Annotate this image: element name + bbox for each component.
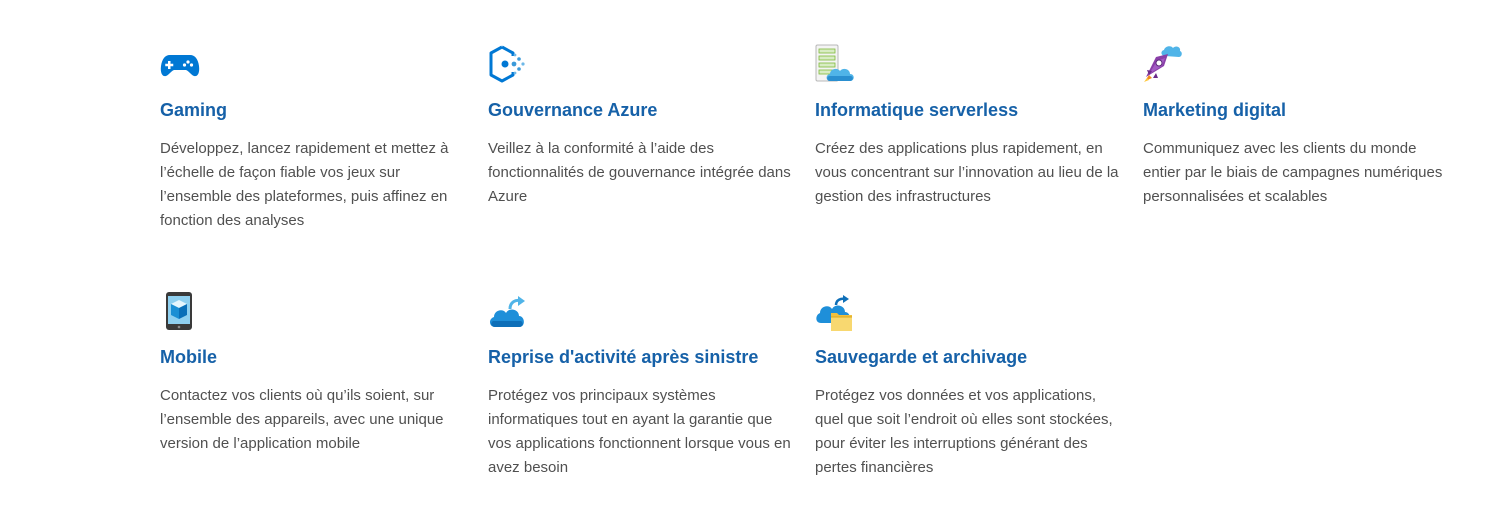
card-title-gaming[interactable]: Gaming (160, 100, 228, 120)
governance-icon (488, 44, 528, 84)
mobile-phone-icon (160, 291, 200, 331)
card-title-mobile[interactable]: Mobile (160, 347, 217, 367)
card-gaming (160, 44, 465, 229)
card-description-sauvegarde-archivage: Protégez vos données et vos applications, quel que soit l’endroit où elles sont stockées, pour éviter les interruptions générant des pertes financières (815, 387, 1113, 476)
card-gouvernance-azure (488, 44, 793, 205)
gamepad-icon (160, 44, 200, 84)
card-title-informatique-serverless[interactable]: Informatique serverless (815, 100, 1019, 120)
card-sauvegarde-archivage (815, 291, 1120, 476)
card-title-sauvegarde-archivage[interactable]: Sauvegarde et archivage (815, 347, 1028, 367)
card-description-marketing-digital: Communiquez avec les clients du monde entier par le biais de campagnes numériques personnalisées et scalables (1143, 140, 1443, 205)
serverless-icon (815, 44, 855, 84)
card-mobile (160, 291, 465, 452)
card-marketing-digital (1143, 44, 1448, 205)
card-title-reprise-activite[interactable]: Reprise d'activité après sinistre (488, 347, 759, 367)
card-description-gouvernance-azure: Veillez à la conformité à l’aide des fonctionnalités de gouvernance intégrée dans Azure (488, 140, 791, 205)
card-title-gouvernance-azure[interactable]: Gouvernance Azure (488, 100, 658, 120)
cloud-backup-icon (815, 291, 855, 331)
rocket-icon (1143, 44, 1183, 84)
card-title-marketing-digital[interactable]: Marketing digital (1143, 100, 1287, 120)
card-description-informatique-serverless: Créez des applications plus rapidement, en vous concentrant sur l’innovation au lieu de la gestion des infrastructures (815, 140, 1119, 205)
cloud-recovery-icon (488, 291, 528, 331)
card-informatique-serverless (815, 44, 1120, 205)
card-description-gaming: Développez, lancez rapidement et mettez à l’échelle de façon fiable vos jeux sur l’ensemble des plateformes, puis affinez en fonction des analyses (160, 140, 449, 229)
card-description-mobile: Contactez vos clients où qu’ils soient, sur l’ensemble des appareils, avec une unique version de l’application mobile (160, 387, 444, 452)
card-reprise-activite (488, 291, 793, 476)
card-description-reprise-activite: Protégez vos principaux systèmes informatiques tout en ayant la garantie que vos applications fonctionnent lorsque vous en avez besoin (488, 387, 791, 476)
